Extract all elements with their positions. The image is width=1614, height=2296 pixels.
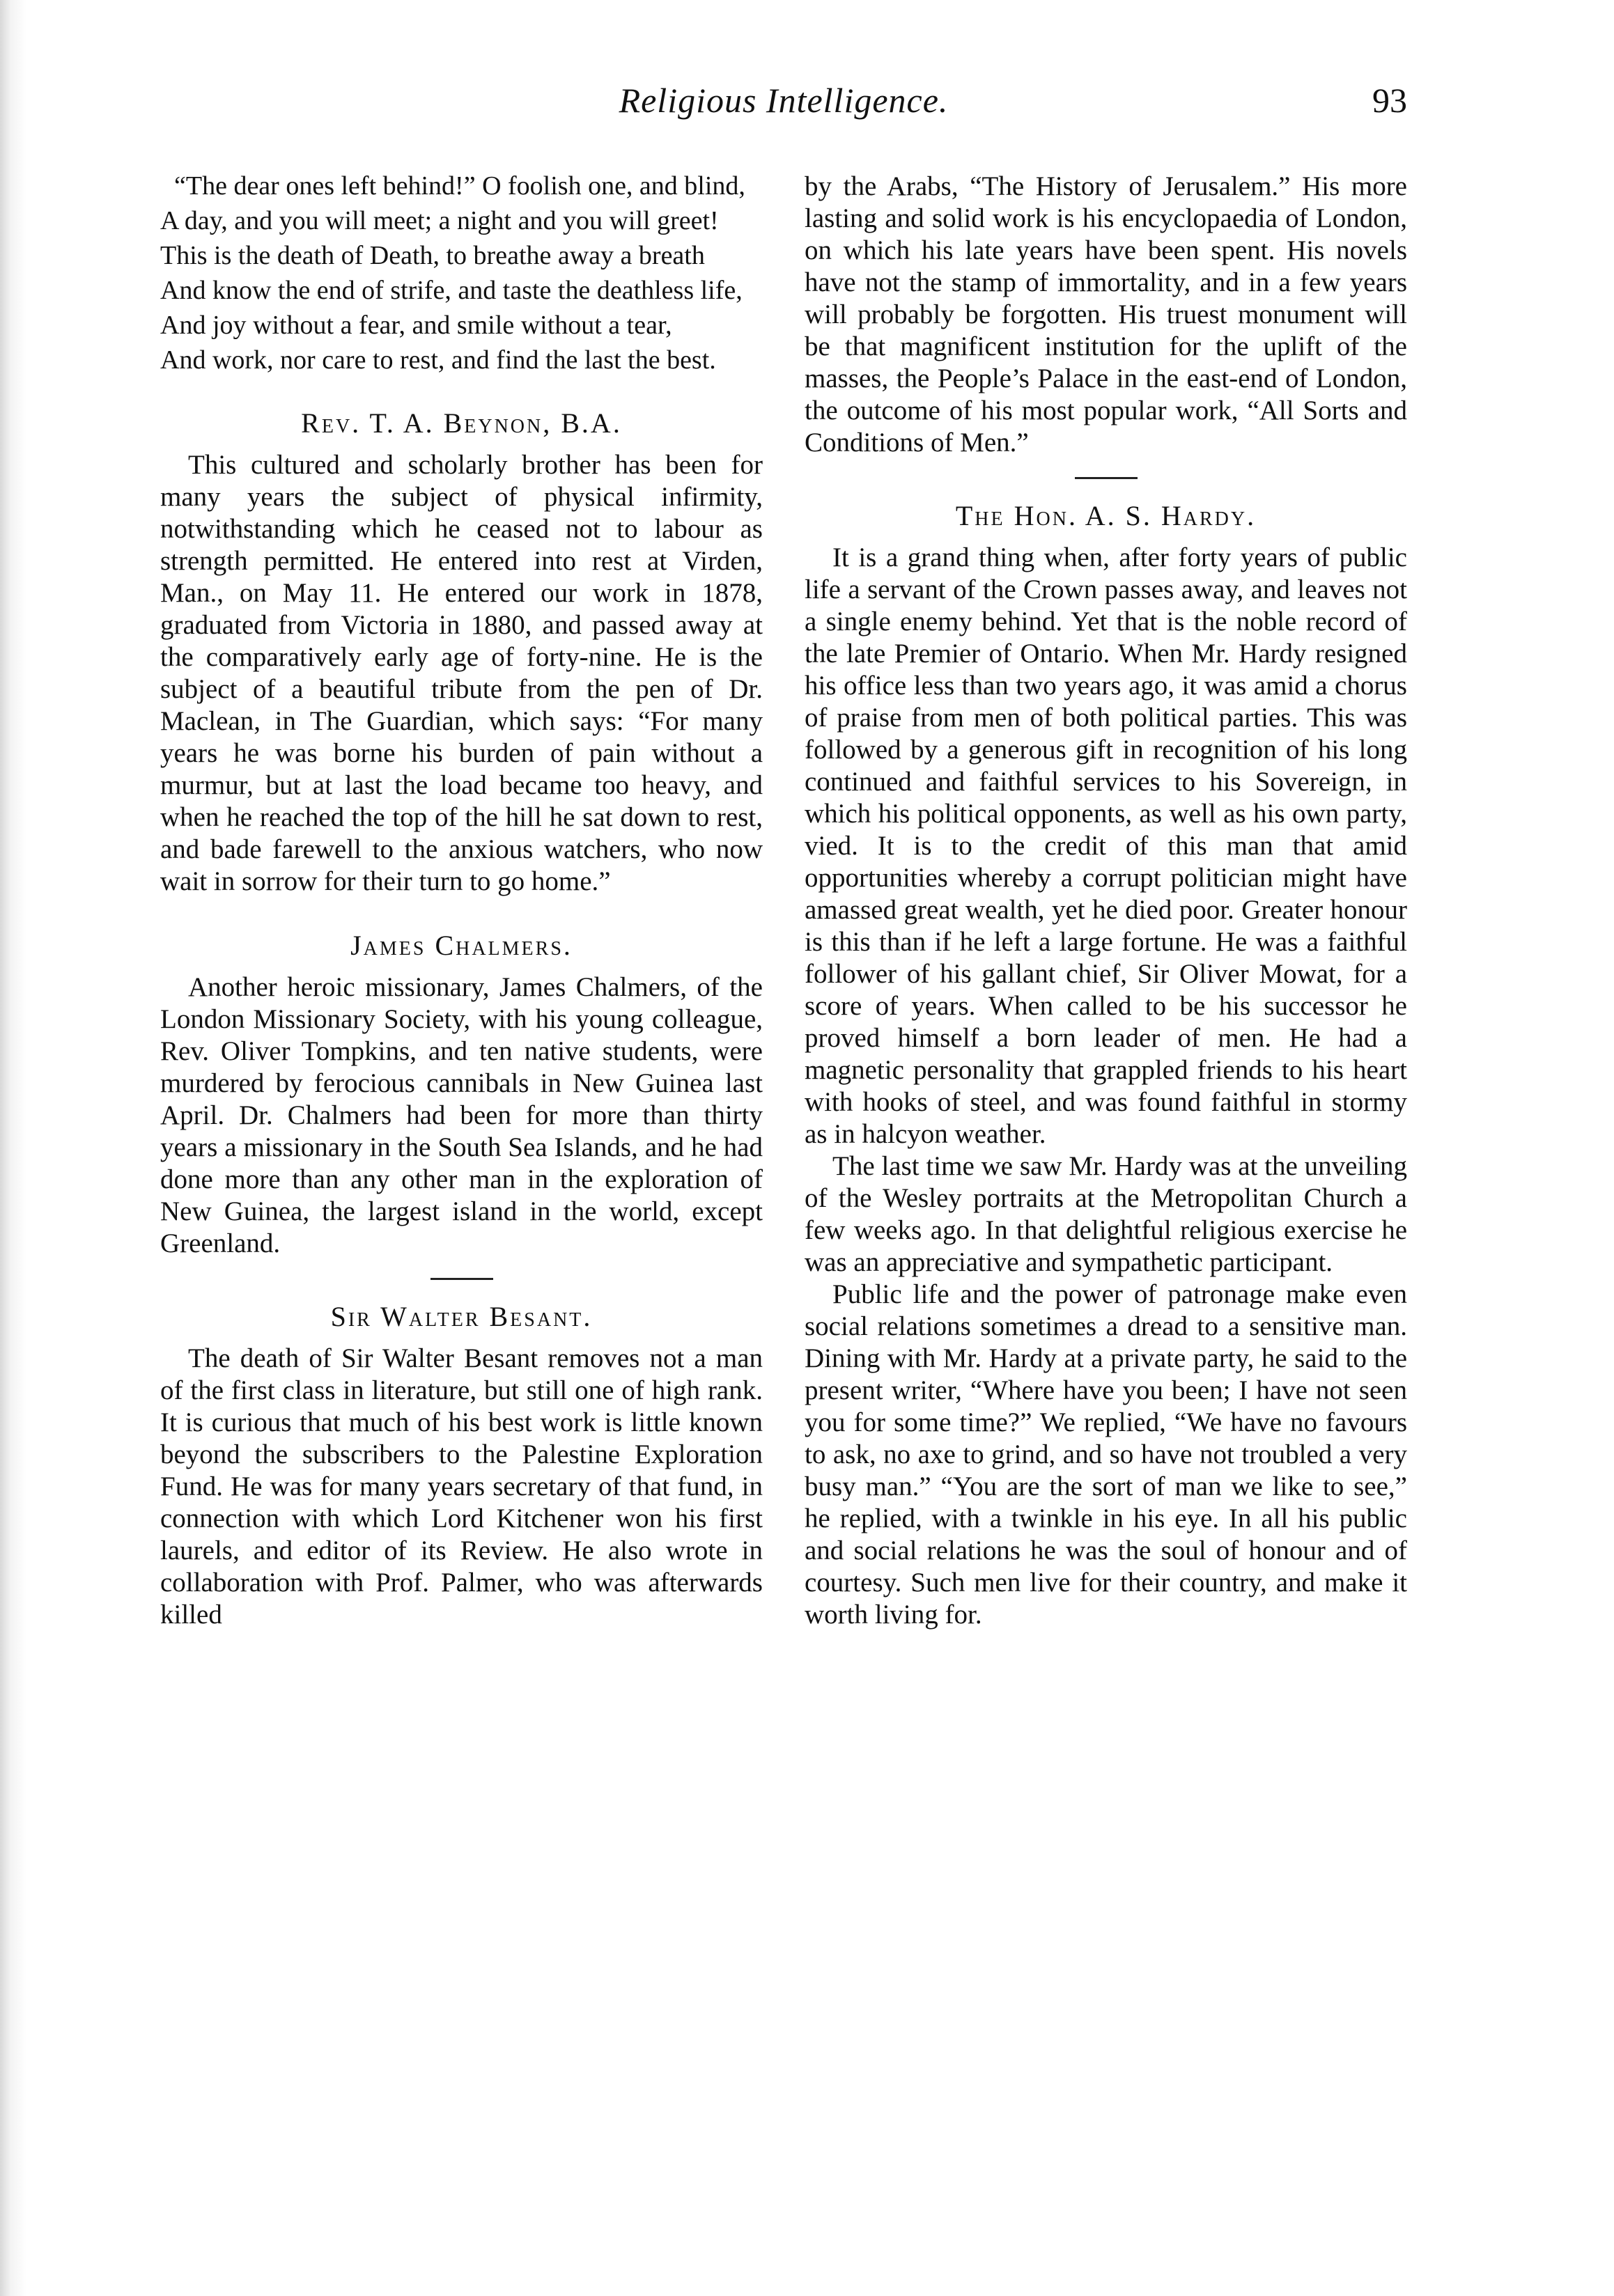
paragraph-besant-part1: The death of Sir Walter Besant removes not a man of the first class in literature, but still one of high rank. It is curious that much of his best work is little known beyond the subscribers to the Palestine Exploration Fund. He was for many years secretary of that fund, in connection with which Lord Kitchener won his first laurels, and editor of its Review. He also wrote in collaboration with Prof. Palmer, who was afterwards killed — [160, 1343, 763, 1630]
poem-line: And joy without a fear, and smile without a tear, — [160, 311, 672, 340]
page-number: 93 — [1372, 81, 1407, 120]
paragraph-hardy-3: Public life and the power of patronage make even social relations sometimes a dread to a sensitive man. Dining with Mr. Hardy at a private party, he said to the present writer, “Where have you been; I have not seen you for some time?” We replied, “We have no favours to ask, no axe to grind, and so have not troubled a very busy man.” “You are the sort of man we like to see,” he replied, with a twinkle in his eye. In all his public and social relations he was the soul of honour and of courtesy. Such men live for their country, and make it worth living for. — [805, 1279, 1407, 1630]
section-heading-hardy: The Hon. A. S. Hardy. — [955, 500, 1257, 531]
poem-line: “The dear ones left behind!” O foolish one, and blind, — [174, 171, 745, 201]
page-header — [160, 80, 1407, 143]
section-heading-besant: Sir Walter Besant. — [330, 1301, 593, 1332]
paragraph-hardy-1: It is a grand thing when, after forty years of public life a servant of the Crown passes away, and leaves not a single enemy behind. Yet that is the noble record of the late Premier of Ontario. When Mr. Hardy resigned his office less than two years ago, it was amid a chorus of praise from men of both political parties. This was followed by a generous gift in recognition of his long continued and faithful services to his Sovereign, in which his political opponents, as well as his own party, vied. It is to the credit of this man that amid opportunities whereby a corrupt politician might have amassed great wealth, yet he died poor. Greater honour is this than if he left a large fortune. He was a faithful follower of his gallant chief, Sir Oliver Mowat, for a score of years. When called to be his successor he proved himself a born leader of men. He had a magnetic personality that grappled friends to his heart with hooks of steel, and was found faithful in stormy as in halcyon weather. — [805, 542, 1407, 1149]
poem-line: A day, and you will meet; a night and you will greet! — [160, 206, 719, 235]
section-heading-chalmers: James Chalmers. — [350, 930, 573, 961]
right-column — [805, 171, 1407, 1631]
paragraph-chalmers: Another heroic missionary, James Chalmers, of the London Missionary Society, with his young colleague, Rev. Oliver Tompkins, and ten native students, were murdered by ferocious cannibals in New Guinea last April. Dr. Chalmers had been for more than thirty years a missionary in the South Sea Islands, and he had done more than any other man in the exploration of New Guinea, the largest island in the world, except Greenland. — [160, 972, 763, 1258]
paragraph-beynon: This cultured and scholarly brother has been for many years the subject of physical infirmity, notwithstanding which he ceased not to labour as strength permitted. He entered into rest at Virden, Man., on May 11. He entered our work in 1878, graduated from Victoria in 1880, and passed away at the comparatively early age of forty-nine. He is the subject of a beautiful tribute from the pen of Dr. Maclean, in The Guardian, which says: “For many years he was borne his burden of pain without a murmur, but at last the load became too heavy, and when he reached the top of the hill he sat down to rest, and bade farewell to the anxious watchers, who now wait in sorrow for their turn to go home.” — [160, 450, 763, 896]
paragraph-hardy-2: The last time we saw Mr. Hardy was at the unveiling of the Wesley portraits at the Metropolitan Church a few weeks ago. In that delightful religious exercise he was an appreciative and sympathetic participant. — [805, 1151, 1407, 1277]
poem-line: This is the death of Death, to breathe away a breath — [160, 241, 705, 270]
poem-line: And know the end of strife, and taste the deathless life, — [160, 276, 743, 305]
section-divider — [430, 1278, 493, 1280]
running-title: Religious Intelligence. — [619, 81, 949, 120]
poem-line: And work, nor care to rest, and find the last the best. — [160, 345, 716, 375]
paragraph-besant-part2: by the Arabs, “The History of Jerusalem.” His more lasting and solid work is his encyclopaedia of London, on which his late years have been spent. His novels have not the stamp of immortality, and in a few years will probably be forgotten. His truest monument will be that magnificent institution for the uplift of the masses, the People’s Palace in the east-end of London, the outcome of his most popular work, “All Sorts and Conditions of Men.” — [805, 171, 1407, 458]
section-heading-beynon: Rev. T. A. Beynon, B.A. — [301, 407, 622, 439]
left-column — [160, 171, 763, 1631]
poem-stanza — [160, 171, 763, 375]
section-divider — [1075, 477, 1138, 479]
scan-binding-edge — [0, 0, 26, 2296]
